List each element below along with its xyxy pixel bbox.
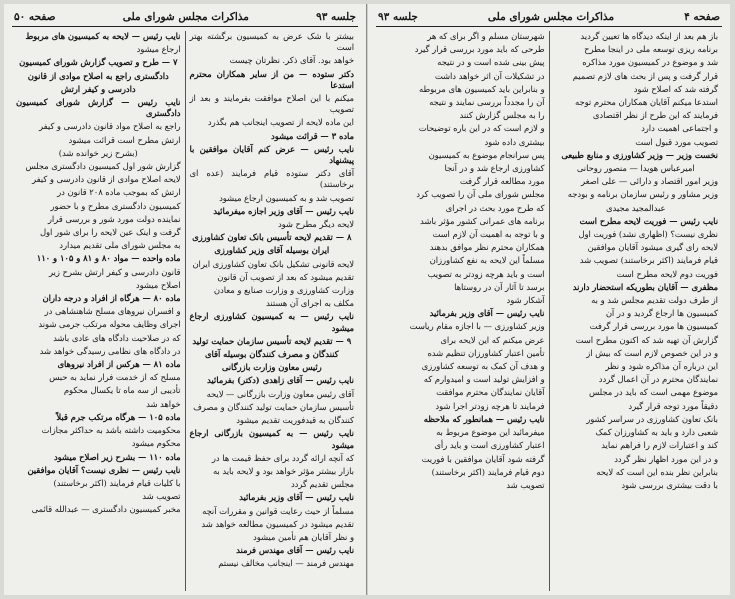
text-line: فرمایند تا هرچه زودتر اجرا شود: [435, 400, 545, 411]
text-line: ارتش مطرح است قرائت میشود: [68, 134, 181, 145]
text-line: ماده ۱۱۰ — بشرح زیر اصلاح میشود: [53, 451, 181, 462]
text-line: تأسیس سازمان حمایت تولید کنندگان و مصرف: [193, 401, 354, 412]
text-line: آقایان نمایندگان محترم موافقت: [436, 387, 545, 398]
text-line: وزارت کشاورزی و وزارت صنایع و معادن: [213, 285, 354, 296]
text-line: نایب رئیس — نظری نیست؟ آقایان موافقین: [27, 464, 181, 475]
text-line: فوریت دوم لایحه مطرح است: [616, 268, 718, 279]
text-line: و با توجه به اهمیت آن لازم است: [432, 229, 545, 240]
text-line: مسلماً از حیث رعایت قوانین و مقررات آنچه: [202, 505, 354, 516]
text-line: کمیسیون ها ارجاع گردید و در آن: [605, 308, 718, 319]
text-line: تصویب مورد قبول است: [635, 136, 718, 147]
left-page-number: صفحه ۵۰: [14, 11, 56, 23]
text-line: همکاران محترم نظر موافق بدهند: [429, 242, 545, 253]
text-line: بیشتر با شک عرض به کمیسیون برگشته بهتر است: [189, 31, 354, 53]
text-line: ۹ — تقدیم لایحه تأسیس سازمان حمایت تولید: [192, 335, 352, 346]
text-line: لایحه رای گیری میشود آقایان موافقین: [587, 242, 718, 253]
text-line: نایب رئیس — لایحه به کمیسیون های مربوط: [25, 31, 181, 41]
text-line: آقای دکتر ستوده قیام فرمایند (عده ای برخاستند): [189, 168, 354, 190]
text-line: شعبی دارد و باید به کشاورزان کمک: [595, 427, 718, 438]
text-line: نایب رئیس — آقای وزیر بفرمائید: [429, 308, 545, 319]
right-page-number: صفحه ۴: [684, 11, 720, 23]
text-line: برسد تا آثار آن در روستاها: [454, 281, 545, 292]
text-line: و افزایش تولید است و امیدوارم که: [423, 374, 545, 385]
text-line: ارتش که بموجب ماده ۲۰۸ قانون در: [57, 187, 181, 198]
text-line: لایحه اصلاح موادی از قانون دادرسی و کیفر: [32, 174, 181, 185]
text-line: رئیس معاون وزارت بازرگانی: [221, 362, 322, 373]
text-line: کمیسیون ها مورد بررسی قرار گرفت: [589, 321, 718, 332]
text-line: مسلماً این لایحه به نفع کشاورزان: [429, 255, 545, 266]
text-line: این ماده لایحه از تصویب اینجانب هم بگذرد: [207, 117, 354, 128]
text-line: برنامه های عمرانی کشور مؤثر باشد: [420, 215, 545, 226]
text-line: عبدالمجید مجیدی: [606, 202, 666, 213]
text-line: نایب رئیس — آقای مهندس فرمند: [236, 545, 354, 556]
text-line: بیشتری داده شود: [484, 136, 545, 147]
text-line: باز هم بعد از اینکه دیدگاه ها تعیین گردید: [580, 31, 718, 41]
text-line: لایحه قانونی تشکیل بانک تعاون کشاورزی ایران: [192, 258, 354, 269]
text-line: امیرعباس هویدا — منصور روحانی: [576, 163, 695, 174]
text-line: نایب رئیس — عرض کنم آقایان موافقین با پیشنهاد: [189, 143, 354, 166]
text-line: نایب رئیس — آقای وزیر بفرمائید: [239, 492, 354, 503]
text-line: با کلیات قیام فرمایند (اکثر برخاستند): [53, 477, 181, 488]
text-line: گزارش آن تهیه شد که اکنون مطرح است: [575, 334, 718, 345]
left-page-column-right: [185, 31, 359, 591]
text-line: دقیقاً مورد توجه قرار گیرد: [628, 400, 718, 411]
text-line: تصویب شد و به کمیسیون ارجاع میشود: [219, 192, 354, 203]
text-line: ۸ — تقدیم لایحه تأسیس بانک تعاون کشاورزی: [192, 232, 352, 243]
text-line: نظری نیست؟ (اظهاری نشد) فوریت اول: [578, 229, 718, 240]
left-page-session: جلسه ۹۳: [316, 11, 356, 23]
text-line: (بشرح زیر خوانده شد): [58, 147, 138, 158]
text-line: محکوم میشود: [131, 438, 181, 449]
text-line: مظفری — آقایان بطوریکه استحضار دارند: [572, 281, 718, 292]
text-line: نمایندگان محترم در آن اعمال گردد: [598, 374, 718, 385]
gazette-spread: [4, 4, 731, 595]
right-page: [367, 4, 730, 595]
text-line: قانون دادرسی و کیفر ارتش بشرح زیر: [48, 266, 181, 277]
text-line: مکلف به اجرای آن هستند: [265, 298, 354, 309]
text-line: که طرح مورد بحث در اجرای: [445, 202, 545, 213]
text-line: و هدف آن کمک به توسعه کشاورزی: [421, 361, 545, 372]
text-line: دکتر ستوده — من از سایر همکاران محترم استدعا: [189, 68, 354, 90]
text-line: گرفت و اینک عین لایحه را برای شور اول: [40, 227, 181, 238]
text-line: میفرمائید این موضوع مربوط به: [436, 427, 545, 438]
text-line: بانک تعاون کشاورزی در سراسر کشور: [586, 413, 718, 424]
left-page-header: [12, 10, 358, 27]
right-page-column-left: [376, 31, 549, 591]
text-line: شهرستان مسلم و اگر برای که هر: [427, 31, 545, 41]
text-line: میکنم با این اصلاح موافقت بفرمایند و بعد از تصویب: [189, 93, 354, 115]
text-line: تأمین اعتبار کشاورزان تنظیم شده: [427, 347, 545, 358]
text-line: است و باید هرچه زودتر به تصویب: [427, 268, 545, 279]
text-line: در دادگاه های نظامی رسیدگی خواهد شد: [39, 345, 181, 356]
text-line: پیش بینی شده است و در نتیجه: [437, 57, 545, 68]
text-line: نایب رئیس — همانطور که ملاحظه: [423, 413, 545, 424]
text-line: کنندگان و مصرف کنندگان بوسیله آقای: [204, 349, 339, 360]
text-line: کمیسیون دادگستری مطرح و با حضور: [50, 200, 181, 211]
text-line: فرمایند که این طرح از نظر اقتصادی: [592, 110, 718, 121]
text-line: و افسران نیروهای مسلح شاهنشاهی در: [44, 306, 181, 317]
text-line: محکومیت داشته باشد به حداکثر مجازات: [41, 425, 181, 436]
text-line: این درباره آن مذاکره شود و نظر: [605, 361, 718, 372]
text-line: ماده واحده — مواد ۸۰ و ۸۱ و ۱۰۵ و ۱۱۰: [36, 253, 181, 264]
text-line: اعتبار کشاورزی است و باید رأی: [434, 440, 545, 451]
text-line: و اجتماعی اهمیت دارد: [641, 123, 718, 134]
text-line: آشکار شود: [506, 295, 545, 306]
text-line: دادرسی و کیفر ارتش: [60, 83, 136, 94]
text-line: موضوع مهمی است که باید در مجلس: [589, 387, 718, 398]
text-line: ماده ۸۰ — هرگاه از افراد و درجه داران: [42, 293, 181, 304]
text-line: آن را مجدداً بررسی نمایند و نتیجه: [429, 97, 545, 108]
text-line: آقای رئیس معاون وزارت بازرگانی — لایحه: [206, 388, 354, 399]
text-line: مخبر کمیسیون دادگستری — عبدالله قائمی: [31, 504, 181, 515]
text-line: مجلس تقدیم گردد: [290, 479, 354, 490]
text-line: به مجلس شورای ملی تقدیم میدارد: [59, 240, 181, 251]
text-line: مهندس فرمند — اینجانب مخالف نیستم: [218, 558, 354, 569]
right-page-journal-title: مذاکرات مجلس شورای ملی: [487, 11, 615, 23]
text-line: که آنچه ارائه گردد برای حفظ قیمت ها در: [211, 452, 354, 463]
text-line: بنابراین نظر بنده این است که لایحه: [596, 466, 718, 477]
text-line: طرحی که باید مورد بررسی قرار گیرد: [414, 44, 545, 55]
text-line: ماده ۳ — قرائت میشود: [271, 130, 354, 141]
text-line: پس سرانجام موضوع به کمیسیون: [428, 149, 545, 160]
right-page-column-right: [549, 31, 723, 591]
text-line: نخست وزیر — وزیر کشاورزی و منابع طبیعی: [561, 149, 718, 160]
text-line: خواهد شد: [146, 398, 181, 409]
text-line: عرض میکنم که این لایحه برای: [440, 334, 545, 345]
text-line: و در این مورد اظهار نظر گردد: [614, 453, 718, 464]
left-page-columns: [12, 31, 358, 591]
text-line: نایب رئیس — گزارش شورای کمیسیون دادگستری: [16, 97, 181, 119]
text-line: نماینده دولت مورد شور و بررسی قرار: [47, 213, 181, 224]
right-page-header: [376, 10, 722, 27]
text-line: قیام فرمایند (اکثر برخاستند) تصویب شد: [579, 255, 718, 266]
text-line: قرار گرفت و پس از بحث های لازم تصمیم: [572, 70, 718, 81]
text-line: گرفته شود آقایان موافقین با فوریت: [421, 453, 545, 464]
text-line: در تشکیلات آن اثر خواهد داشت: [434, 70, 545, 81]
text-line: دوم قیام فرمایند (اکثر برخاستند): [431, 466, 545, 477]
text-line: و نظر آقایان هم تأمین میشود: [253, 531, 354, 542]
text-line: ۷ — طرح و تصویب گزارش شورای کمیسیون: [19, 57, 178, 68]
text-line: ایران بوسیله آقای وزیر کشاورزی: [214, 245, 330, 256]
right-page-session: جلسه ۹۳: [378, 11, 418, 23]
text-line: کند و اعتبارات لازم را فراهم نماید: [601, 440, 718, 451]
left-page: [4, 4, 367, 595]
text-line: را به مجلس گزارش کنند: [459, 110, 545, 121]
text-line: تقدیم میشود در کمیسیون مطالعه خواهد شد: [201, 518, 354, 529]
text-line: و لازم است که در این باره توضیحات: [418, 123, 545, 134]
text-line: راجع به اصلاح مواد قانون دادرسی و کیفر: [39, 121, 181, 132]
text-line: دادگستری راجع به اصلاح موادی از قانون: [27, 70, 169, 81]
text-line: و بنابراین باید کمیسیون های مربوطه: [419, 83, 545, 94]
text-line: نایب رئیس — به کمیسیون بازرگانی ارجاع میشود: [189, 428, 354, 450]
text-line: وزیر کشاورزی — با اجازه مقام ریاست: [409, 321, 545, 332]
text-line: نایب رئیس — آقای وزیر اجازه میفرمائید: [213, 205, 354, 216]
text-line: کشاورزی ارجاع شد و در آنجا: [444, 163, 545, 174]
text-line: ماده ۱۰۵ — هرگاه مرتکب جرم قبلاً: [56, 411, 181, 422]
text-line: نایب رئیس — آقای زاهدی (دکتر) بفرمائید: [207, 375, 354, 386]
text-line: که در صلاحیت دادگاه های عادی باشد: [53, 332, 181, 343]
text-line: کنندگان به قیدفوریت تقدیم میشود: [236, 415, 354, 426]
text-line: وزیر امور اقتصاد و دارائی — علی اصغر: [581, 176, 718, 187]
text-line: شد و موضوع در کمیسیون مورد مذاکره: [582, 57, 718, 68]
text-line: با دقت بیشتری بررسی شود: [621, 479, 718, 490]
text-line: گزارش شور اول کمیسیون دادگستری مجلس: [25, 161, 181, 172]
text-line: ماده ۸۱ — هرکس از افراد نیروهای: [57, 359, 181, 370]
text-line: و در این خصوص لازم است که بیش از: [586, 347, 718, 358]
text-line: مجلس شورای ملی آن را تصویب کرد: [416, 189, 545, 200]
text-line: برنامه ریزی توسعه ملی در اینجا مطرح: [584, 44, 718, 55]
text-line: مسلح که از خدمت فرار نماید به حبس: [49, 372, 181, 383]
text-line: وزیر مشاور و رئیس سازمان برنامه و بودجه: [567, 189, 718, 200]
text-line: تأدیبی از سه ماه تا یکسال محکوم: [63, 385, 181, 396]
text-line: لایحه دیگر مطرح شود: [277, 219, 354, 230]
text-line: نایب رئیس — فوریت لایحه مطرح است: [579, 215, 718, 226]
text-line: استدعا میکنم آقایان همکاران محترم توجه: [575, 97, 718, 108]
text-line: اجرای وظایف محوله مرتکب جرمی شوند: [38, 319, 181, 330]
right-page-columns: [376, 31, 722, 591]
text-line: بازار بیشتر مؤثر خواهد بود و لایحه باید به: [212, 465, 354, 476]
text-line: تصویب شد: [142, 491, 181, 502]
left-page-journal-title: مذاکرات مجلس شورای ملی: [122, 11, 249, 23]
left-page-column-left: [12, 31, 185, 591]
text-line: خواهد بود. آقای ذکر. نظرتان چیست: [229, 55, 354, 66]
text-line: مورد مطالعه قرار گرفت: [459, 176, 545, 187]
text-line: ارجاع میشود: [136, 44, 181, 55]
text-line: نایب رئیس — به کمیسیون کشاورزی ارجاع میشود: [189, 311, 354, 333]
text-line: تقدیم میشود که بعد از تصویب آن قانون: [217, 271, 354, 282]
text-line: گرفته شد که اصلاح شود: [633, 83, 718, 94]
text-line: از طرف دولت تقدیم مجلس شد و به: [591, 295, 718, 306]
text-line: اصلاح میشود: [135, 279, 181, 290]
text-line: تصویب شد: [506, 479, 545, 490]
